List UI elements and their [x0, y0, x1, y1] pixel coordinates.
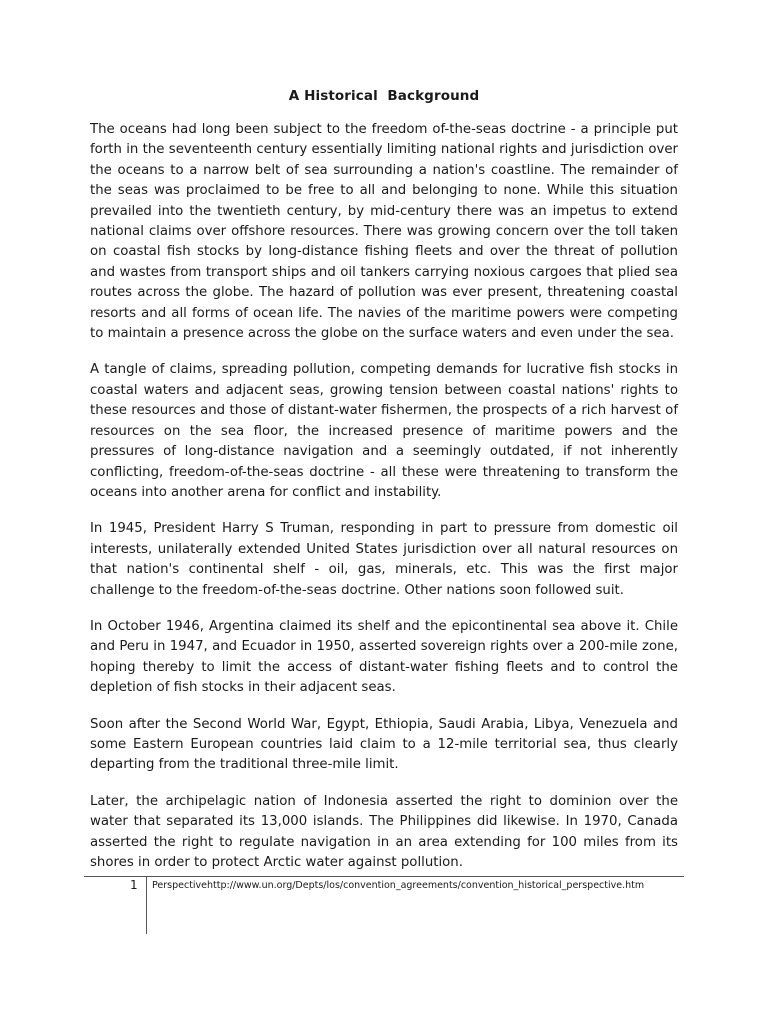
paragraph-1: The oceans had long been subject to the freedom of-the-seas doctrine - a principle put forth in the seventeenth century essentially limiting national rights and jurisdiction over the oceans to a narrow belt of sea surrounding a nation's coastline. The remainder of the seas was proclaimed to be free to all and belonging to none. While this situation prevailed into the twentieth century, by mid-century there was an impetus to extend national claims over offshore resources. There was growing concern over the toll taken on coastal fish stocks by long-distance fishing fleets and over the threat of pollution and wastes from transport ships and oil tankers carrying noxious cargoes that plied sea routes across the globe. The hazard of pollution was ever present, threatening coastal resorts and all forms of ocean life. The navies of the maritime powers were competing to maintain a presence across the globe on the surface waters and even under the sea. — [90, 122, 678, 342]
paragraph-4: In October 1946, Argentina claimed its shelf and the epicontinental sea above it. Chile and Peru in 1947, and Ecuador in 1950, asserted sovereign rights over a 200-mile zone, hoping thereby to limit the access of distant-water fishing fleets and to control the depletion of fish stocks in their adjacent seas. — [90, 618, 678, 696]
paragraph-3: In 1945, President Harry S Truman, responding in part to pressure from domestic oil interests, unilaterally extended United States jurisdiction over all natural resources on that nation's continental shelf - oil, gas, minerals, etc. This was the first major challenge to the freedom-of-the-seas doctrine. Other nations soon followed suit. — [90, 521, 678, 598]
footnote-separator — [84, 876, 684, 877]
paragraph-5: Soon after the Second World War, Egypt, Ethiopia, Saudi Arabia, Libya, Venezuela and some Eastern European countries laid claim to a 12-mile territorial sea, thus clearly departing from the traditional three-mile limit. — [90, 716, 678, 773]
footnote-column-divider — [146, 876, 147, 934]
footnote — [84, 876, 684, 936]
paragraph-6: Later, the archipelagic nation of Indonesia asserted the right to dominion over the water that separated its 13,000 islands. The Philippines did likewise. In 1970, Canada asserted the right to regulate navigation in an area extending for 100 miles from its shores in order to protect Arctic water against pollution. — [90, 793, 678, 870]
paragraph-2: A tangle of claims, spreading pollution, competing demands for lucrative fish stocks in coastal waters and adjacent seas, growing tension between coastal nations' rights to these resources and those of distant-water fishermen, the prospects of a rich harvest of resources on the sea floor, the increased presence of maritime powers and the pressures of long-distance navigation and a seemingly outdated, if not inherently conflicting, freedom-of-the-seas doctrine - all these were threatening to transform the oceans into another arena for conflict and instability. — [90, 362, 678, 500]
footnote-text: Perspectivehttp://www.un.org/Depts/los/convention_agreements/convention_historical_perspective.htm — [152, 880, 645, 891]
document-body — [90, 120, 678, 889]
footnote-number: 1 — [130, 878, 138, 892]
document-title: A Historical Background — [288, 88, 480, 104]
